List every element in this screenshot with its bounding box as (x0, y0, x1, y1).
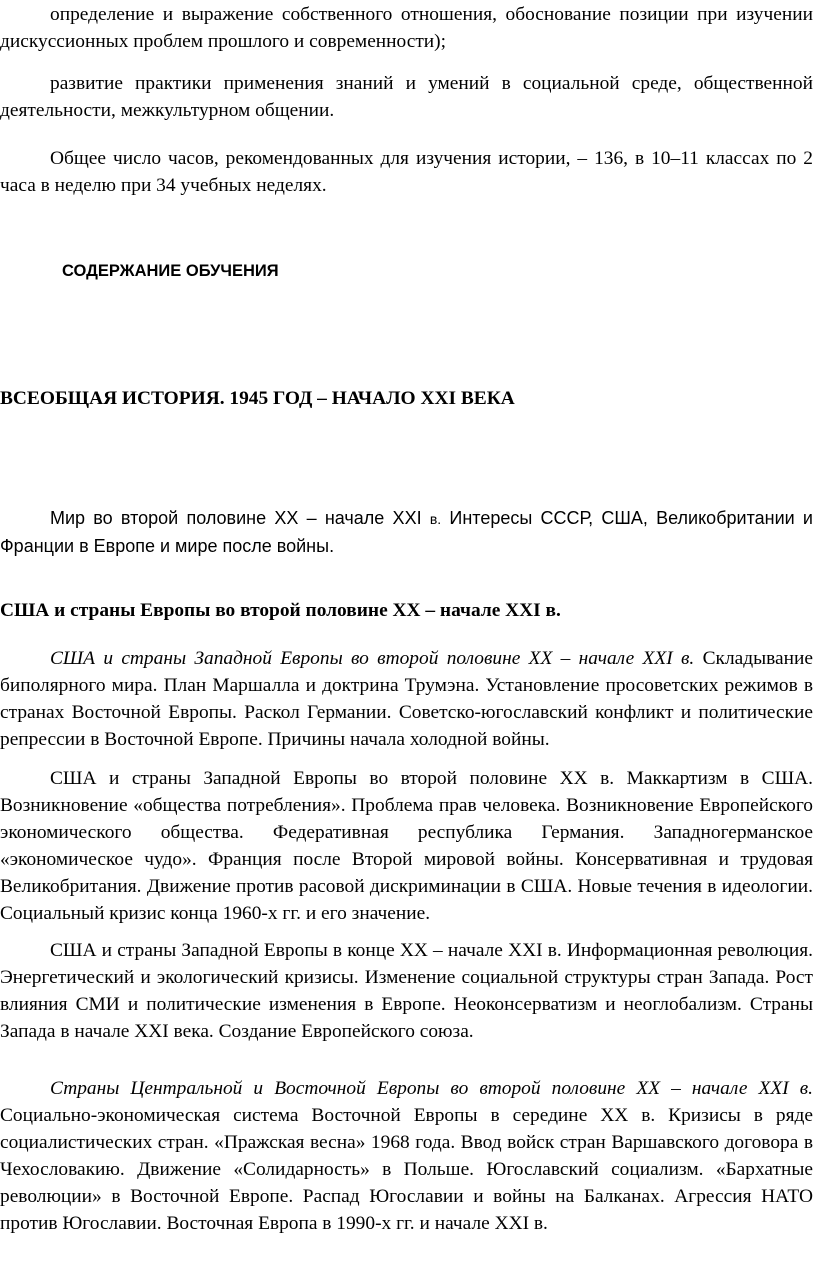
heading-content: СОДЕРЖАНИЕ ОБУЧЕНИЯ (62, 262, 279, 280)
world-text-1: Мир во второй половине XX – начале XXI (50, 508, 422, 528)
usa-italic-title: США и страны Западной Европы во второй половине XX – начале XXI в. (50, 648, 695, 669)
heading-usa-europe: США и страны Европы во второй половине XX – начале XXI в. (0, 600, 561, 621)
east-italic-title: Страны Центральной и Восточной Европы во второй половине XX – начале XXI в. (50, 1078, 813, 1099)
east-text: Социально-экономическая система Восточной Европы в середине XX в. Кризисы в ряде социалистических стран. «Пражская весна» 1968 года. Ввод войск стран Варшавского договора в Чехословакию. Движение «Солидарность» в Польше. Югославский социализм. «Бархатные революции» в Восточной Европе. Распад Югославии и войны на Балканах. Агрессия НАТО против Югославии. Восточная Европа в 1990-х гг. и начале XXI в. (0, 1105, 813, 1234)
paragraph-hours: Общее число часов, рекомендованных для изучения истории, – 136, в 10–11 классах по 2 часа в неделю при 34 учебных неделях. (0, 148, 813, 196)
paragraph-late-century: США и страны Западной Европы в конце XX – начале XXI в. Информационная революция. Энергетический и экологический кризисы. Изменение социальной структуры стран Запада. Рост влияния СМИ и политические изменения в Европе. Неоконсерватизм и неоглобализм. Страны Запада в начале XXI века. Создание Европейского союза. (0, 940, 813, 1042)
world-abbr: в. (429, 511, 442, 527)
usa-text: Складывание биполярного мира. План Маршалла и доктрина Трумэна. Установление просоветских режимов в странах Восточной Европы. Раскол Германии. Советско-югославский конфликт и политические репрессии в Восточной Европе. Причины начала холодной войны. (0, 648, 813, 750)
paragraph-second-half: США и страны Западной Европы во второй половине XX в. Маккартизм в США. Возникновение «общества потребления». Проблема прав человека. Возникновение Европейского экономического общества. Федеративная республика Германия. Западногерманское «экономическое чудо». Франция после Второй мировой войны. Консервативная и трудовая Великобритания. Движение против расовой дискриминации в США. Новые течения в идеологии. Социальный кризис конца 1960-х гг. и его значение. (0, 768, 813, 924)
paragraph-eastern-europe (0, 1075, 813, 1237)
heading-general-history: ВСЕОБЩАЯ ИСТОРИЯ. 1945 ГОД – НАЧАЛО XXI ВЕКА (0, 388, 515, 409)
paragraph-usa-western-europe (0, 645, 813, 753)
paragraph-practice: развитие практики применения знаний и умений в социальной среде, общественной деятельности, межкультурном общении. (0, 73, 813, 121)
paragraph-world (0, 505, 813, 560)
world-text-2: Интересы СССР, США, Великобритании и Франции в Европе и мире после войны. (0, 508, 813, 556)
paragraph-opinion: определение и выражение собственного отношения, обоснование позиции при изучении дискуссионных проблем прошлого и современности); (0, 4, 813, 52)
